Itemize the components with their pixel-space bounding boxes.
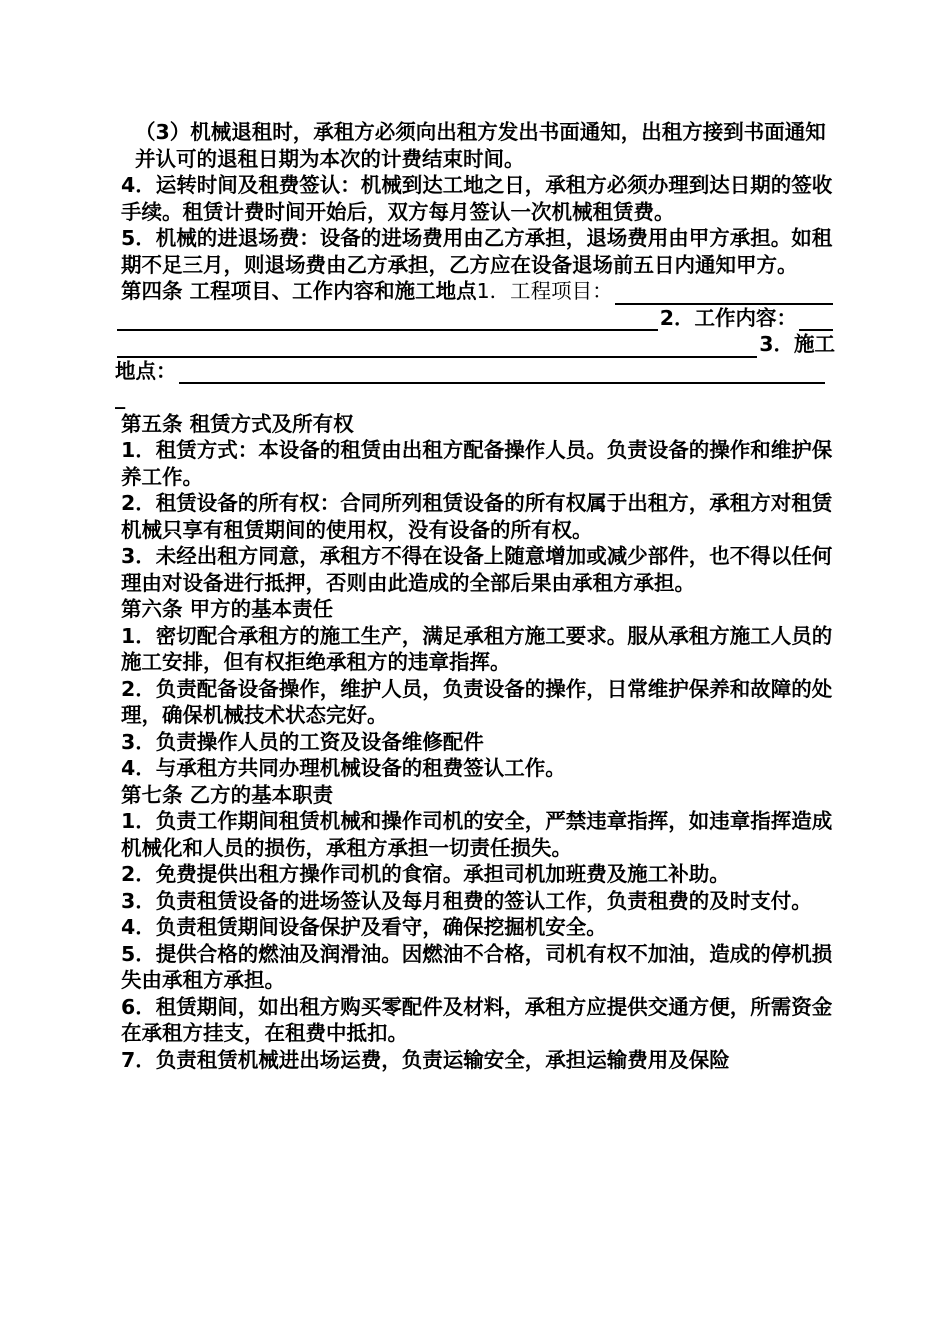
article7-item-6: 6．租赁期间，如出租方购买零配件及材料，承租方应提供交通方便，所需资金在承租方挂支，在租费中抵扣。 (121, 994, 833, 1045)
article5-item-1: 1．租赁方式：本设备的租赁由出租方配备操作人员。负责设备的操作和维护保养工作。 (121, 438, 833, 489)
document-page (115, 119, 835, 1073)
paragraph-return-notice: （3）机械退租时，承租方必须向出租方发出书面通知，出租方接到书面通知并认可的退租日期为本次的计费结束时间。 (135, 120, 826, 171)
article6-item-4: 4．与承租方共同办理机械设备的租费签认工作。 (121, 756, 566, 780)
article6-item-3: 3．负责操作人员的工资及设备维修配件 (121, 729, 484, 754)
article7-item-5: 5．提供合格的燃油及润滑油。因燃油不合格，司机有权不加油，造成的停机损失由承租方承担。 (121, 941, 833, 992)
article7-item-1: 1．负责工作期间租赁机械和操作司机的安全，严禁违章指挥，如违章指挥造成机械化和人员的损伤，承租方承担一切责任损失。 (121, 809, 833, 860)
article5-heading: 第五条 租赁方式及所有权 (121, 411, 354, 436)
article4-item1-label: 1．工程项目： (476, 279, 613, 303)
article4-heading: 第四条 工程项目、工作内容和施工地点 (121, 279, 477, 303)
work-content-blank-cont[interactable] (117, 334, 757, 358)
article4-line4 (115, 358, 835, 385)
paragraph-entry-exit-fee: 5．机械的进退场费：设备的进场费用由乙方承担，退场费用由甲方承担。如租期不足三月，则退场费由乙方承担，乙方应在设备退场前五日内通知甲方。 (121, 226, 833, 277)
article4-trailing-underscore: _ (115, 385, 126, 409)
article6-heading: 第六条 甲方的基本责任 (121, 597, 334, 621)
article4-line1 (115, 278, 835, 305)
article4-item3-label-cont: 地点： (115, 358, 177, 383)
article7-item-7: 7．负责租赁机械进出场运费，负责运输安全，承担运输费用及保险 (121, 1047, 730, 1072)
article5-item-2: 2．租赁设备的所有权：合同所列租赁设备的所有权属于出租方，承租方对租赁机械只享有租赁期间的使用权，没有设备的所有权。 (121, 491, 833, 542)
article4-item2-label: 2．工作内容： (659, 305, 797, 330)
project-blank-cont[interactable] (117, 307, 658, 331)
paragraph-operation-time: 4．运转时间及租费签认：机械到达工地之日，承租方必须办理到达日期的签收手续。租赁计费时间开始后，双方每月签认一次机械租赁费。 (121, 173, 833, 224)
article6-item-2: 2．负责配备设备操作，维护人员，负责设备的操作，日常维护保养和故障的处理，确保机械技术状态完好。 (121, 676, 833, 727)
article4-line2 (115, 305, 835, 332)
article7-item-4: 4．负责租赁期间设备保护及看守，确保挖掘机安全。 (121, 915, 607, 939)
work-content-blank[interactable] (799, 307, 833, 331)
article7-item-2: 2．免费提供出租方操作司机的食宿。承担司机加班费及施工补助。 (121, 862, 730, 886)
article5-item-3: 3．未经出租方同意，承租方不得在设备上随意增加或减少部件，也不得以任何理由对设备进行抵押，否则由此造成的全部后果由承租方承担。 (121, 544, 833, 595)
project-blank[interactable] (615, 281, 833, 305)
article6-item-1: 1．密切配合承租方的施工生产，满足承租方施工要求。服从承租方施工人员的施工安排，但有权拒绝承租方的违章指挥。 (121, 623, 833, 674)
article4-item3-label: 3．施工 (759, 332, 835, 356)
article4-line3 (115, 331, 835, 358)
site-location-blank[interactable] (179, 360, 826, 384)
article7-item-3: 3．负责租赁设备的进场签认及每月租费的签认工作，负责租费的及时支付。 (121, 888, 812, 913)
article7-heading: 第七条 乙方的基本职责 (121, 782, 334, 807)
